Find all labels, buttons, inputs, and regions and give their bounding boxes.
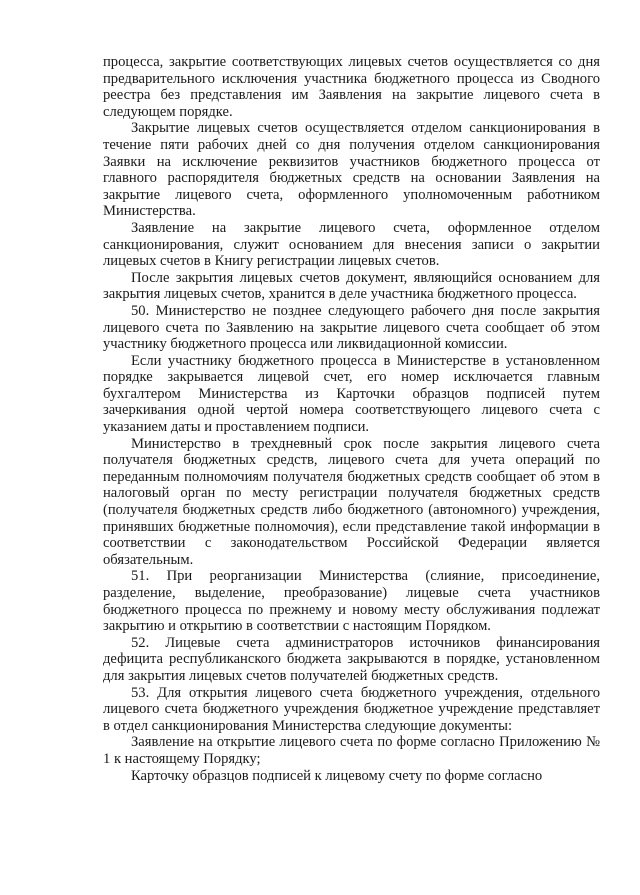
- paragraph-list-application: Заявление на открытие лицевого счета по форме согласно Приложению № 1 к настоящему Порядку;: [103, 734, 600, 767]
- paragraph-list-signature-card: Карточку образцов подписей к лицевому счету по форме согласно: [131, 767, 543, 784]
- paragraph-item-52: 52. Лицевые счета администраторов источников финансирования дефицита республиканского бюджета закрываются в порядке, установленном для закрытия лицевых счетов получателей бюджетных средств.: [103, 634, 600, 684]
- paragraph-signature-card: Если участнику бюджетного процесса в Министерстве в установленном порядке закрывается лицевой счет, его номер исключается главным бухгалтером Министерства из Карточки образцов подписей путем зачеркивания одной чертой номера соответствующего лицевого счета с указанием даты и проставлением подписи.: [103, 352, 600, 436]
- paragraph-closing-application: Заявление на закрытие лицевого счета, оформленное отделом санкционирования, служит основанием для внесения записи о закрытии лицевых счетов в Книгу регистрации лицевых счетов.: [103, 219, 600, 270]
- paragraph-closing-procedure: Закрытие лицевых счетов осуществляется отделом санкционирования в течение пяти рабочих дней со дня получения отделом санкционирования Заявки на исключение реквизитов участников бюджетного процесса от главного распорядителя бюджетных средств на основании Заявления на закрытие лицевого счета, оформленного уполномоченным работником Министерства.: [103, 120, 600, 220]
- document-page: [103, 54, 600, 784]
- paragraph-tax-notice: Министерство в трехдневный срок после закрытия лицевого счета получателя бюджетных средств, лицевого счета для учета операций по переданным полномочиям получателя бюджетных средств сообщает об этом в налоговый орган по месту регистрации получателя бюджетных средств (получателя бюджетных средств либо бюджетного (автономного) учреждения, принявших бюджетные полномочия), если представление такой информации в соответствии с законодательством Российской Федерации является обязательным.: [103, 435, 600, 568]
- paragraph-item-50: 50. Министерство не позднее следующего рабочего дня после закрытия лицевого счета по Заявлению на закрытие лицевого счета сообщает об этом участнику бюджетного процесса или ликвидационной комиссии.: [103, 302, 600, 353]
- paragraph-document-storage: После закрытия лицевых счетов документ, являющийся основанием для закрытия лицевых счетов, хранится в деле участника бюджетного процесса.: [103, 269, 600, 303]
- paragraph-continuation: процесса, закрытие соответствующих лицевых счетов осуществляется со дня предварительного исключения участника бюджетного процесса из Сводного реестра без представления им Заявления на закрытие лицевого счета в следующем порядке.: [103, 54, 600, 120]
- paragraph-item-53: 53. Для открытия лицевого счета бюджетного учреждения, отдельного лицевого счета бюджетного учреждения бюджетное учреждение представляет в отдел санкционирования Министерства следующие документы:: [103, 684, 600, 734]
- paragraph-item-51: 51. При реорганизации Министерства (слияние, присоединение, разделение, выделение, преобразование) лицевые счета участников бюджетного процесса по прежнему и новому месту обслуживания подлежат закрытию и открытию в соответствии с настоящим Порядком.: [103, 568, 600, 635]
